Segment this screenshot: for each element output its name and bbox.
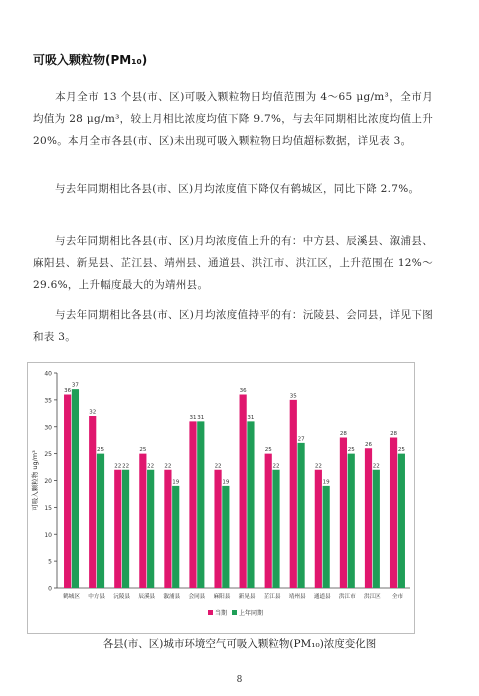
bar-last-year (348, 454, 355, 588)
y-tick-label: 30 (44, 424, 52, 432)
chart-caption: 各县(市、区)城市环境空气可吸入颗粒物(PM₁₀)浓度变化图 (102, 638, 377, 650)
data-label-current: 31 (189, 414, 197, 421)
x-tick-label: 新晃县 (238, 594, 256, 600)
legend-swatch-current (208, 610, 213, 615)
bar-current (290, 400, 297, 588)
y-tick-label: 40 (44, 370, 52, 378)
data-label-last-year: 25 (97, 447, 105, 454)
data-label-current: 22 (114, 463, 122, 470)
data-label-current: 28 (339, 431, 347, 437)
data-label-last-year: 37 (71, 382, 79, 389)
data-label-current: 32 (89, 409, 97, 416)
x-tick-label: 通道县 (313, 594, 331, 600)
bar-current (365, 448, 372, 588)
y-tick-label: 15 (44, 504, 52, 512)
paragraph-1-text: 本月全市 13 个县(市、区)可吸入颗粒物日均值范围为 4～65 μg/m³，全市月均值为 28 μg/m³，较上月相比浓度均值下降 9.7%，与去年同期相比浓度均值上升 20%。本月全市各县(市、区)未出现可吸入颗粒物日均值超标数据，详见表 3。 (33, 91, 433, 147)
bar-last-year (172, 486, 179, 588)
bar-current (340, 438, 347, 589)
data-label-last-year: 22 (122, 463, 130, 470)
bar-current (265, 454, 272, 588)
paragraph-4-text: 与去年同期相比各县(市、区)月均浓度值持平的有：沅陵县、会同县，详见下图和表 3。 (33, 309, 433, 343)
bar-current (164, 470, 171, 588)
data-label-last-year: 25 (397, 447, 405, 454)
bar-last-year (222, 486, 229, 588)
y-tick-label: 0 (48, 585, 52, 593)
x-tick-label: 沅陵县 (113, 594, 131, 600)
data-label-current: 25 (264, 447, 272, 454)
x-tick-label: 辰溪县 (138, 594, 156, 600)
data-label-last-year: 31 (247, 414, 255, 421)
data-label-current: 36 (239, 388, 247, 394)
paragraph-3-text: 与去年同期相比各县(市、区)月均浓度值上升的有：中方县、辰溪县、溆浦县、麻阳县、新晃县、芷江县、靖州县、通道县、洪江市、洪江区，上升范围在 12%～29.6%，上升幅度最大的为靖州县。 (33, 235, 433, 291)
data-label-current: 25 (139, 447, 147, 454)
data-label-current: 36 (64, 388, 72, 394)
data-label-current: 22 (214, 463, 222, 470)
bar-last-year (97, 454, 104, 588)
y-tick-label: 25 (44, 451, 52, 459)
data-label-last-year: 22 (272, 463, 280, 470)
paragraph-3 (33, 230, 433, 296)
legend-label-last-year: 上年同期 (239, 610, 264, 617)
bar-last-year (323, 486, 330, 588)
data-label-current: 22 (314, 463, 322, 470)
paragraph-4 (33, 304, 433, 348)
x-tick-label: 中方县 (88, 594, 106, 600)
y-tick-label: 35 (44, 397, 52, 405)
bar-current (315, 470, 322, 588)
data-label-current: 22 (164, 463, 172, 470)
paragraph-2 (33, 178, 433, 200)
legend-swatch-last-year (232, 610, 237, 615)
legend-label-current: 当期 (215, 610, 228, 617)
x-tick-label: 鹤城区 (63, 594, 80, 600)
bar-current (189, 421, 196, 588)
y-tick-label: 5 (48, 558, 52, 566)
x-tick-label: 洪江区 (363, 594, 381, 600)
bar-current (139, 454, 146, 588)
page-number: 8 (236, 675, 243, 685)
bar-current (89, 416, 96, 588)
bar-current (64, 395, 71, 589)
x-tick-label: 洪江市 (338, 594, 356, 600)
chart-canvas (28, 363, 414, 633)
bar-last-year (297, 443, 304, 588)
data-label-current: 28 (390, 431, 398, 437)
data-label-last-year: 19 (172, 479, 180, 486)
paragraph-1 (33, 86, 433, 152)
x-tick-label: 全市 (391, 594, 404, 600)
data-label-last-year: 19 (322, 479, 330, 486)
bar-current (240, 395, 247, 589)
bar-last-year (72, 389, 79, 588)
bar-current (114, 470, 121, 588)
section-heading: 可吸入颗粒物(PM₁₀) (33, 53, 148, 67)
bar-last-year (122, 470, 129, 588)
x-tick-label: 靖州县 (288, 594, 306, 600)
bar-current (214, 470, 221, 588)
data-label-last-year: 27 (297, 436, 305, 443)
y-tick-label: 10 (44, 531, 52, 539)
data-label-last-year: 25 (347, 447, 355, 454)
x-tick-label: 溆浦县 (163, 594, 181, 600)
x-tick-label: 会同县 (188, 594, 206, 600)
bar-chart (27, 362, 415, 634)
data-label-last-year: 31 (197, 414, 205, 421)
data-label-last-year: 22 (147, 463, 155, 470)
data-label-last-year: 22 (372, 463, 380, 470)
y-tick-label: 20 (44, 478, 52, 485)
data-label-current: 26 (364, 441, 372, 448)
data-label-current: 35 (289, 393, 297, 400)
data-label-last-year: 19 (222, 479, 230, 486)
x-tick-label: 麻阳县 (213, 594, 231, 600)
bar-last-year (373, 470, 380, 588)
bar-last-year (398, 454, 405, 588)
y-axis-label: 可吸入颗粒物 ug/m³ (31, 450, 39, 511)
x-tick-label: 芷江县 (263, 594, 281, 600)
bar-current (390, 438, 397, 589)
bar-last-year (272, 470, 279, 588)
bar-last-year (147, 470, 154, 588)
bar-last-year (197, 421, 204, 588)
bar-last-year (247, 421, 254, 588)
paragraph-2-text: 与去年同期相比各县(市、区)月均浓度值下降仅有鹤城区，同比下降 2.7%。 (55, 183, 420, 195)
